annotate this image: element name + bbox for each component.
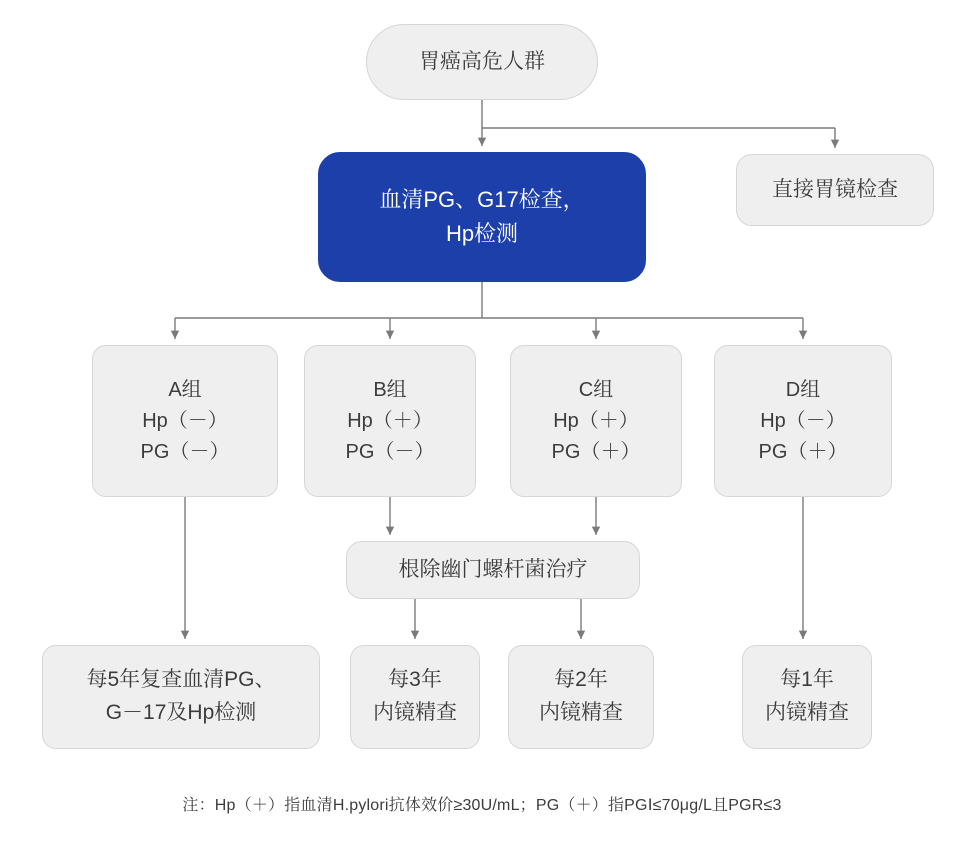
node-label-line-1: 每5年复查血清PG、 [86, 668, 276, 692]
node-label-line-2: Hp检测 [445, 221, 519, 246]
node-label: 直接胃镜检查 [772, 177, 898, 201]
group-hp-status: Hp（－） [760, 409, 846, 432]
group-pg-status: PG（＋） [551, 440, 641, 463]
node-group-a[interactable] [92, 345, 278, 497]
group-name: A组 [168, 378, 202, 401]
node-followup-1-year[interactable] [742, 645, 872, 749]
node-direct-gastroscopy[interactable] [736, 154, 934, 226]
node-followup-2-year[interactable] [508, 645, 654, 749]
group-pg-status: PG（＋） [758, 440, 848, 463]
footnote: 注：Hp（＋）指血清H.pylori抗体效价≥30U/mL；PG（＋）指PGⅠ≤70μg/L且PGR≤3 [182, 797, 782, 814]
node-serum-test[interactable] [318, 152, 646, 282]
group-pg-status: PG（－） [345, 440, 435, 463]
group-hp-status: Hp（－） [142, 409, 228, 432]
node-label-line-2: 内镜精查 [539, 701, 623, 724]
node-label-line-1: 每2年 [554, 668, 608, 692]
node-group-d[interactable] [714, 345, 892, 497]
node-high-risk-population[interactable] [366, 24, 598, 100]
group-hp-status: Hp（＋） [553, 409, 639, 432]
node-hp-eradication-therapy[interactable] [346, 541, 640, 599]
node-label: 根除幽门螺杆菌治疗 [398, 557, 588, 581]
node-label: 胃癌高危人群 [419, 49, 545, 73]
node-followup-5-year[interactable] [42, 645, 320, 749]
node-label-line-1: 每1年 [780, 668, 834, 692]
group-name: B组 [373, 378, 407, 401]
group-hp-status: Hp（＋） [347, 409, 433, 432]
node-label-line-2: G－17及Hp检测 [105, 701, 257, 724]
node-group-c[interactable] [510, 345, 682, 497]
node-label-line-2: 内镜精查 [373, 701, 457, 724]
node-label-line-1: 每3年 [388, 668, 442, 692]
node-group-b[interactable] [304, 345, 476, 497]
node-label-line-1: 血清PG、G17检查， [379, 186, 585, 212]
node-followup-3-year[interactable] [350, 645, 480, 749]
node-label-line-2: 内镜精查 [765, 701, 849, 724]
group-name: D组 [785, 378, 821, 401]
group-name: C组 [578, 378, 614, 401]
group-pg-status: PG（－） [140, 440, 230, 463]
